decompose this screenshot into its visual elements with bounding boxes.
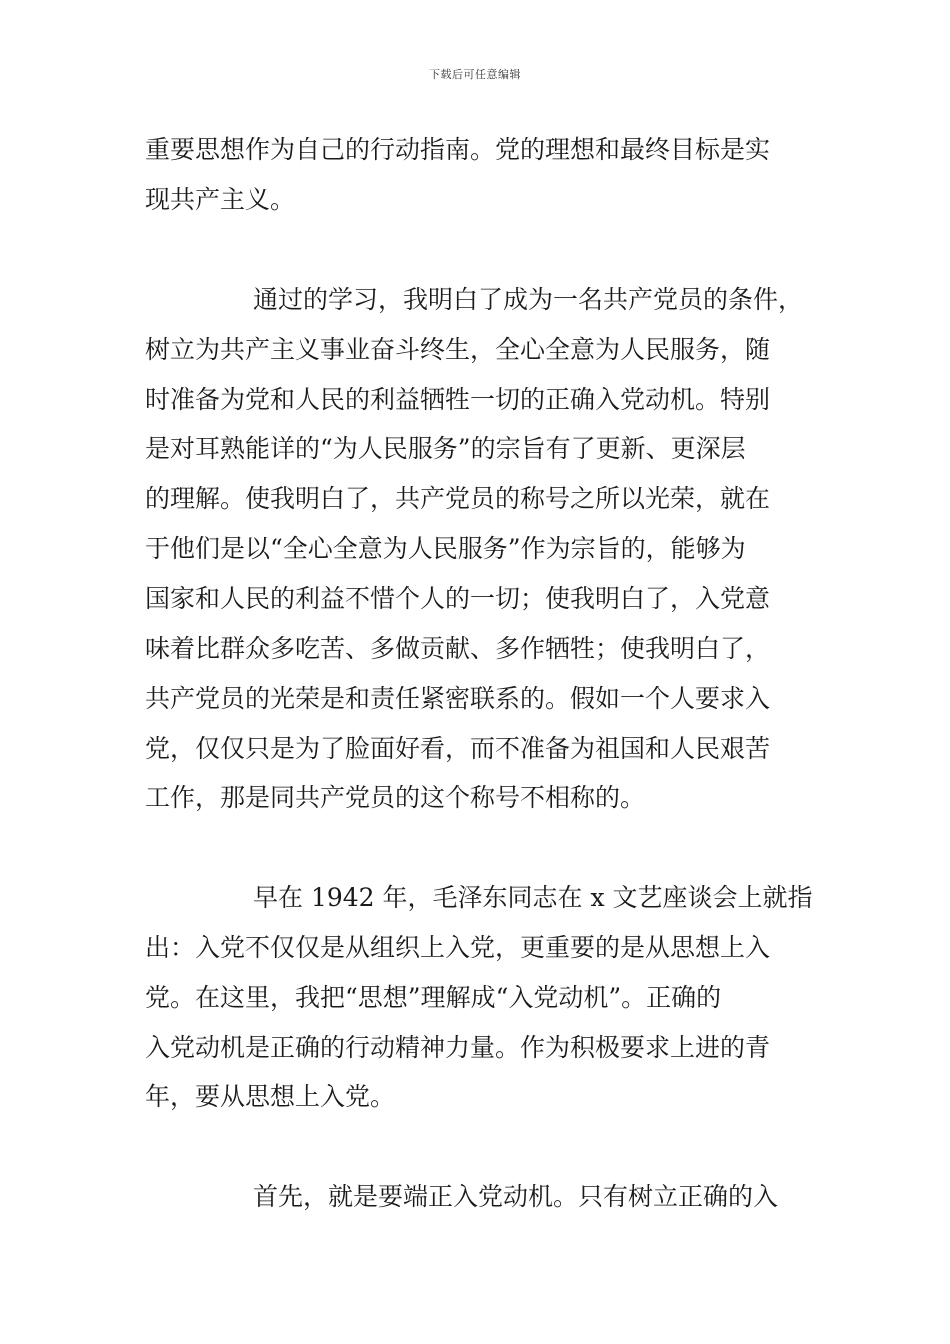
text-line: 工作，那是同共产党员的这个称号不相称的。 xyxy=(145,783,646,812)
text-line: 入党动机是正确的行动精神力量。作为积极要求上进的青 xyxy=(145,1033,771,1062)
text-line: 现共产主义。 xyxy=(145,185,296,214)
text-line: 时准备为党和人民的利益牺牲一切的正确入党动机。特别 xyxy=(145,385,771,414)
text-line: 于他们是以“全心全意为人民服务”作为宗旨的，能够为 xyxy=(145,534,746,563)
text-line: 味着比群众多吃苦、多做贡献、多作牺牲；使我明白了， xyxy=(145,634,771,663)
text-line: 树立为共产主义事业奋斗终生，全心全意为人民服务，随 xyxy=(145,335,771,364)
text-line: 出：入党不仅仅是从组织上入党，更重要的是从思想上入 xyxy=(145,933,771,962)
text-line: 首先，就是要端正入党动机。只有树立正确的入 xyxy=(253,1182,779,1211)
page-header: 下载后可任意编辑 xyxy=(429,68,521,81)
text-line: 共产党员的光荣是和责任紧密联系的。假如一个人要求入 xyxy=(145,684,771,713)
text-line: 国家和人民的利益不惜个人的一切；使我明白了，入党意 xyxy=(145,584,771,613)
text-line: 重要思想作为自己的行动指南。党的理想和最终目标是实 xyxy=(145,135,771,164)
text-line: 党。在这里，我把“思想”理解成“入党动机”。正确的 xyxy=(145,983,722,1012)
text-line: 早在 1942 年，毛泽东同志在 x 文艺座谈会上就指 xyxy=(253,883,813,912)
text-line: 的理解。使我明白了，共产党员的称号之所以光荣，就在 xyxy=(145,484,771,513)
text-line: 党，仅仅只是为了脸面好看，而不准备为祖国和人民艰苦 xyxy=(145,734,771,763)
text-line: 是对耳熟能详的“为人民服务”的宗旨有了更新、更深层 xyxy=(145,434,746,463)
text-line: 年，要从思想上入党。 xyxy=(145,1082,396,1111)
text-line: 通过的学习，我明白了成为一名共产党员的条件， xyxy=(253,285,804,314)
